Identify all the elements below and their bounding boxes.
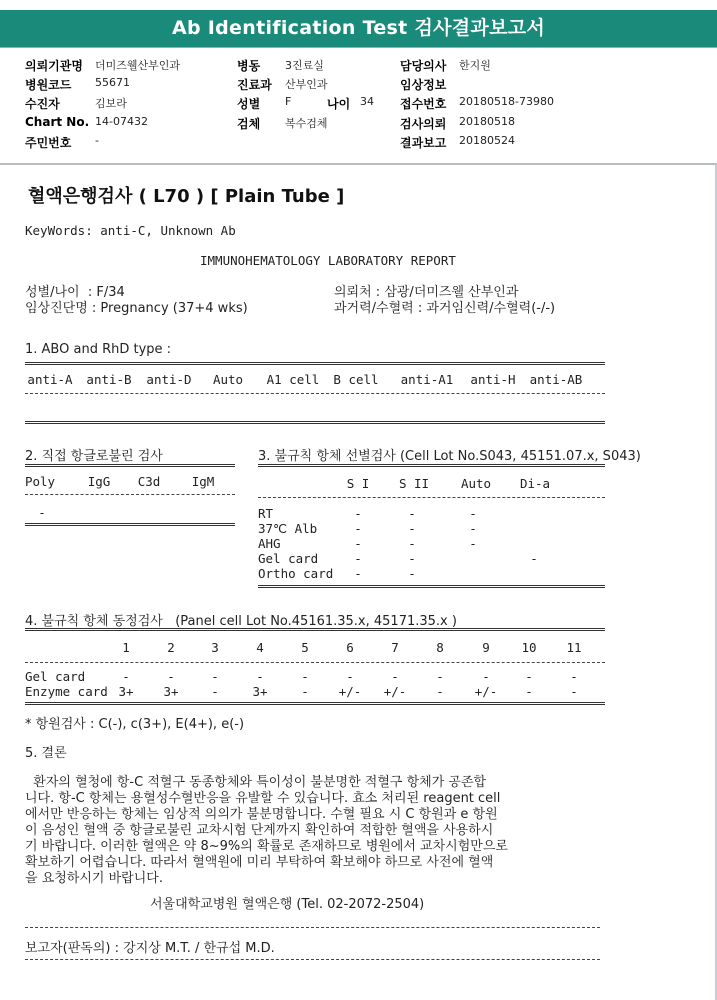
info-label: 담당의사 (400, 59, 447, 73)
double-rule (258, 464, 605, 467)
panel-header: 11 (566, 640, 582, 655)
patient-info-block (0, 47, 717, 164)
abo-header: anti-D (146, 372, 192, 387)
dat-header: IgG (87, 474, 111, 489)
screen-value: - (354, 536, 362, 551)
info-label: 진료과 (237, 78, 272, 92)
report-header (0, 0, 717, 47)
panel-header: 2 (167, 640, 175, 655)
screen-row-label: 37℃ Alb (258, 521, 318, 536)
hospital-contact: 서울대학교병원 혈액은행 (Tel. 02-2072-2504) (150, 897, 425, 912)
info-label: 주민번호 (25, 136, 72, 150)
screen-value: - (530, 551, 538, 566)
info-label: 의뢰기관명 (25, 59, 83, 73)
info-value: - (95, 134, 99, 147)
requester: 의뢰처 : 삼광/더미즈웰 산부인과 (334, 285, 519, 300)
panel-value: 3+ (163, 684, 179, 699)
double-rule (25, 523, 235, 526)
panel-value: - (346, 669, 354, 684)
panel-value: - (570, 669, 578, 684)
info-value: 김보라 (95, 97, 127, 110)
panel-header: 8 (436, 640, 444, 655)
screen-value: - (408, 566, 416, 581)
abo-header: A1 cell (266, 372, 320, 387)
info-label: 임상정보 (400, 78, 447, 92)
screen-value: - (469, 506, 477, 521)
conclusion-title: 5. 결론 (25, 746, 67, 761)
panel-value: - (211, 669, 219, 684)
double-rule (25, 702, 605, 705)
panel-header: 6 (346, 640, 354, 655)
panel-value: - (436, 684, 444, 699)
info-value: 3진료실 (285, 59, 324, 72)
screen-row-label: Gel card (258, 551, 319, 566)
info-label: 검사의뢰 (400, 117, 447, 131)
panel-header: 4 (256, 640, 264, 655)
info-label: 병원코드 (25, 78, 72, 92)
dashed-rule (25, 662, 605, 663)
panel-header: 7 (391, 640, 399, 655)
double-rule (25, 362, 605, 365)
panel-value: - (301, 669, 309, 684)
screen-value: - (469, 521, 477, 536)
abo-header: anti-A (27, 372, 73, 387)
info-value: 더미즈웰산부인과 (95, 59, 181, 72)
screen-row-label: AHG (258, 536, 281, 551)
info-value: 20180518 (459, 115, 515, 128)
info-label: 나이 (327, 97, 351, 111)
dat-value: - (38, 505, 46, 520)
sheet-title: 혈액은행검사 ( L70 ) [ Plain Tube ] (28, 186, 345, 207)
screen-value: - (408, 536, 416, 551)
panel-value: 3+ (252, 684, 268, 699)
section-divider (0, 163, 717, 165)
dat-header: C3d (137, 474, 161, 489)
info-value: 20180518-73980 (459, 95, 554, 108)
screen-value: - (408, 551, 416, 566)
info-label: 성별 (237, 97, 261, 111)
screen-header: Auto (460, 476, 492, 491)
abo-header: B cell (333, 372, 379, 387)
abo-header: anti-AB (529, 372, 583, 387)
report-title: Ab Identification Test 검사결과보고서 (0, 10, 717, 47)
panel-value: - (525, 669, 533, 684)
abo-header: anti-B (86, 372, 132, 387)
info-label: 검체 (237, 117, 261, 131)
panel-value: - (570, 684, 578, 699)
panel-value: - (482, 669, 490, 684)
info-value: 20180524 (459, 134, 515, 147)
panel-value: - (211, 684, 219, 699)
panel-header: 5 (301, 640, 309, 655)
dashed-rule (25, 959, 600, 960)
screen-value: - (354, 506, 362, 521)
screen-title: 3. 불규칙 항체 선별검사 (Cell Lot No.S043, 45151.07.x, S043) (258, 449, 641, 464)
dashed-rule (25, 494, 235, 495)
panel-value: - (122, 669, 130, 684)
info-label: 접수번호 (400, 97, 447, 111)
screen-row-label: RT (258, 506, 274, 521)
screen-value: - (354, 566, 362, 581)
panel-value: - (436, 669, 444, 684)
panel-header: 10 (521, 640, 537, 655)
dashed-rule (25, 927, 600, 928)
reporter: 보고자(판독의) : 강지상 M.T. / 한규섭 M.D. (25, 941, 275, 956)
abo-title: 1. ABO and RhD type : (25, 342, 172, 357)
panel-header: 1 (122, 640, 130, 655)
panel-title: 4. 불규칙 항체 동정검사 (Panel cell Lot No.45161.35.x, 45171.35.x ) (25, 614, 457, 629)
dashed-rule (258, 497, 605, 498)
panel-value: +/- (474, 684, 498, 699)
info-label: 결과보고 (400, 136, 447, 150)
abo-header: anti-H (470, 372, 516, 387)
info-value: 산부인과 (285, 78, 328, 91)
double-rule (25, 628, 605, 631)
panel-value: - (391, 669, 399, 684)
info-label: 병동 (237, 59, 261, 73)
panel-value: - (525, 684, 533, 699)
screen-row-label: Ortho card (258, 566, 334, 581)
panel-value: - (301, 684, 309, 699)
info-label: 수진자 (25, 97, 60, 111)
screen-value: - (354, 521, 362, 536)
info-value: 55671 (95, 76, 130, 89)
info-value: 한지원 (459, 59, 491, 72)
screen-value: - (408, 521, 416, 536)
screen-header: S II (398, 476, 430, 491)
double-rule (25, 464, 235, 467)
panel-row-label: Gel card (25, 669, 86, 684)
panel-row-label: Enzyme card (25, 684, 108, 699)
screen-header: Di-a (519, 476, 551, 491)
abo-header: anti-A1 (400, 372, 454, 387)
screen-value: - (408, 506, 416, 521)
double-rule (25, 421, 605, 424)
dat-header: IgM (191, 474, 215, 489)
screen-value: - (469, 536, 477, 551)
conclusion-line: 확보하기 어렵습니다. 따라서 혈액원에 미리 부탁하여 확보해야 하므로 사전에 혈액 (25, 855, 494, 870)
panel-value: +/- (338, 684, 362, 699)
conclusion-line: 을 요청하시기 바랍니다. (25, 871, 163, 886)
info-value: 복수검체 (285, 117, 328, 130)
conclusion-line: 이 음성인 혈액 중 항글로불린 교차시험 단계까지 확인하여 적합한 혈액을 사용하시 (25, 823, 494, 838)
abo-header: Auto (212, 372, 244, 387)
conclusion-line: 환자의 혈청에 항-C 적혈구 동종항체와 특이성이 불분명한 적혈구 항체가 공존합 (25, 775, 487, 790)
conclusion-line: 니다. 항-C 항체는 용혈성수혈반응을 유발할 수 있습니다. 효소 처리된 reagent cell (25, 791, 501, 806)
history: 과거력/수혈력 : 과거임신력/수혈력(-/-) (334, 301, 556, 316)
panel-value: - (167, 669, 175, 684)
panel-value: +/- (383, 684, 407, 699)
screen-header: S I (346, 476, 370, 491)
panel-header: 3 (211, 640, 219, 655)
diagnosis: 임상진단명 : Pregnancy (37+4 wks) (25, 301, 248, 316)
info-label: Chart No. (25, 115, 90, 129)
conclusion-line: 에서만 반응하는 항체는 임상적 의의가 불분명합니다. 수혈 필요 시 C 항원과 e 항원 (25, 807, 498, 822)
screen-value: - (354, 551, 362, 566)
lab-report-title: IMMUNOHEMATOLOGY LABORATORY REPORT (200, 253, 456, 268)
double-rule (258, 585, 605, 588)
dat-title: 2. 직접 항글로불린 검사 (25, 449, 163, 464)
panel-header: 9 (482, 640, 490, 655)
info-value: 34 (360, 95, 374, 108)
info-value: F (285, 95, 292, 108)
antigen-test: * 항원검사 : C(-), c(3+), E(4+), e(-) (25, 717, 245, 732)
panel-value: 3+ (118, 684, 134, 699)
info-value: 14-07432 (95, 115, 148, 128)
sex-age: 성별/나이 : F/34 (25, 285, 125, 300)
conclusion-line: 기 바랍니다. 이러한 혈액은 약 8~9%의 확률로 존재하므로 병원에서 교차시험만으로 (25, 839, 508, 854)
panel-value: - (256, 669, 264, 684)
keywords: KeyWords: anti-C, Unknown Ab (25, 223, 236, 238)
dat-header: Poly (24, 474, 56, 489)
dashed-rule (25, 393, 605, 394)
